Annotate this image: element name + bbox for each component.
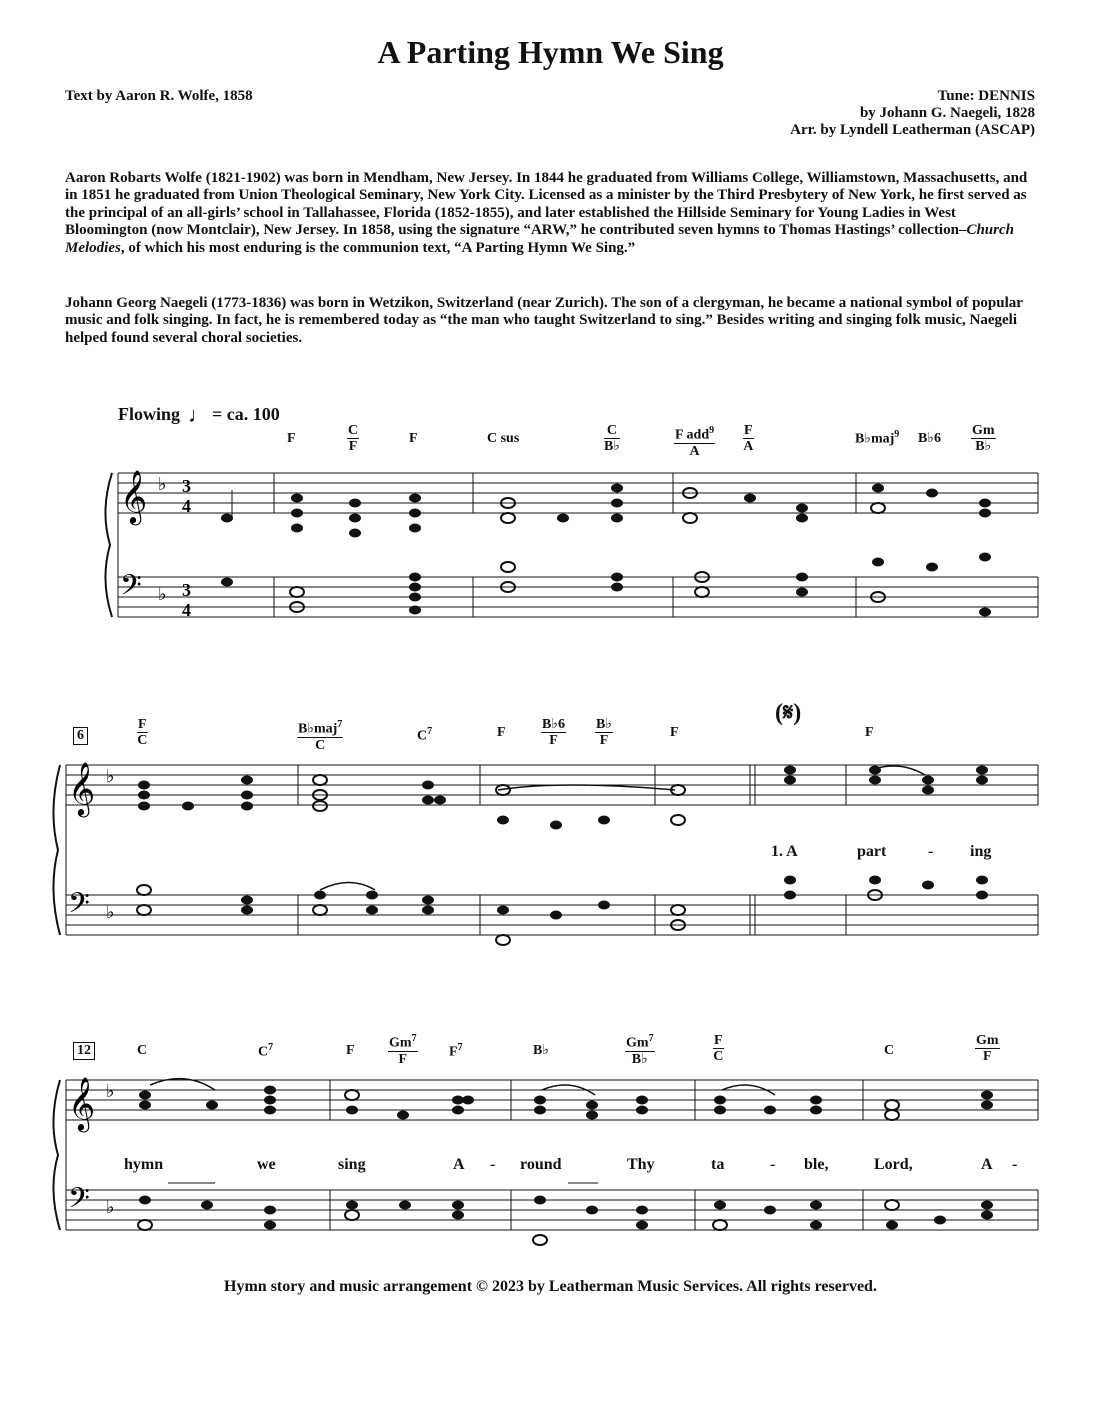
chord-symbol: $\frac{F}{C}$ [713, 1033, 724, 1064]
lyric-syllable: sing [338, 1156, 366, 1173]
chord-symbol: F [865, 725, 874, 740]
svg-text:𝄢: 𝄢 [120, 569, 142, 609]
lyric-syllable: ble, [804, 1156, 829, 1173]
copyright-footer: Hymn story and music arrangement © 2023 by Leatherman Music Services. All rights reserved. [224, 1278, 877, 1295]
story-text: , of which his most enduring is the communion text, “A Parting Hymn We Sing.” [120, 239, 636, 256]
chord-symbol: $\frac{F add^9}{A}$ [675, 425, 715, 459]
chord-symbol: $C^7$ [417, 726, 433, 744]
composer-credit: by Johann G. Naegeli, 1828 [859, 105, 1035, 121]
svg-text:𝄞: 𝄞 [68, 1076, 96, 1130]
hymn-story-author [65, 170, 1040, 257]
svg-text:♭: ♭ [158, 584, 167, 604]
chord-symbol: B♭6 [918, 431, 941, 446]
chord-symbol: C [137, 1043, 148, 1058]
story-italic-title: Church Melodies [65, 222, 1014, 256]
lyric-syllable: round [520, 1156, 562, 1173]
svg-text:♭: ♭ [106, 902, 115, 922]
svg-text:♭: ♭ [106, 766, 115, 786]
svg-text:𝄢: 𝄢 [68, 1182, 90, 1222]
chord-symbol: $\frac{Gm}{B♭}$ [972, 423, 995, 454]
tune-name: Tune: DENNIS [937, 88, 1035, 104]
measure-number: 6 [73, 727, 88, 745]
svg-text:𝄞: 𝄞 [120, 469, 148, 523]
lyric-hyphen: - [1012, 1156, 1018, 1173]
lyric-syllable: ing [970, 843, 992, 860]
lyric-syllable: A [453, 1156, 465, 1173]
score-system-1 [0, 450, 1101, 640]
chord-symbol: $\frac{F}{A}$ [743, 423, 754, 454]
lyric-syllable: Lord, [874, 1156, 913, 1173]
arranger-credit: Arr. by Lyndell Leatherman (ASCAP) [790, 122, 1035, 138]
chord-symbol: B♭maj$^9$ [855, 429, 900, 447]
lyric-syllable: hymn [124, 1156, 164, 1173]
chord-symbol: F [287, 431, 296, 446]
lyric-syllable: A [981, 1156, 993, 1173]
chord-symbol: $\frac{B♭}{F}$ [596, 717, 612, 748]
score-system-2 [0, 740, 1101, 980]
chord-symbol: $\frac{B♭maj^7}{C}$ [298, 719, 343, 753]
tempo-marking [118, 400, 280, 426]
chord-symbol: $\frac{C}{F}$ [348, 423, 359, 454]
story-text: Aaron Robarts Wolfe (1821-1902) was born in Mendham, New Jersey. In 1844 he graduated from Williams College, Williamstown, Massachusetts, and in 1851 he graduated from Union Theological Seminary, New York City. Licensed as a minister by the Third Presbytery of New York, he first served as the principal of an all-girls’ school in Tallahassee, Florida (1852-1855), and later established the Hillside Seminary for Young Ladies in West Bloomington (now Montclair), New Jersey. In 1858, using the signature “ARW,” he contributed seven hymns to Thomas Hastings’ collection– [65, 170, 1028, 239]
time-sig-top: 3 [182, 476, 191, 496]
lyric-syllable: Thy [627, 1156, 655, 1173]
lyric-syllable: ta [711, 1156, 725, 1173]
chord-symbol: $F^7$ [449, 1042, 463, 1060]
chord-symbol: $\frac{C}{B♭}$ [604, 423, 620, 454]
time-sig-top: 3 [182, 580, 191, 600]
chord-symbol: F [670, 725, 679, 740]
chord-symbol: $C^7$ [258, 1042, 274, 1060]
lyric-syllable: part [857, 843, 887, 860]
svg-text:♭: ♭ [158, 474, 167, 494]
chord-symbol: F [409, 431, 418, 446]
chord-symbol: C [884, 1043, 895, 1058]
lyric-hyphen: - [490, 1156, 496, 1173]
time-sig-bottom: 4 [182, 600, 191, 620]
chord-symbol: C sus [487, 431, 520, 446]
text-credit: Text by Aaron R. Wolfe, 1858 [65, 88, 253, 104]
time-sig-bottom: 4 [182, 496, 191, 516]
lyric-syllable: we [257, 1156, 276, 1173]
measure-number: 12 [73, 1042, 95, 1060]
segno-icon: (𝄋) [775, 700, 802, 726]
chord-symbol: $\frac{Gm^7}{B♭}$ [626, 1033, 654, 1067]
hymn-story-composer: Johann Georg Naegeli (1773-1836) was born in Wetzikon, Switzerland (near Zurich). The son of a clergyman, he became a national symbol of popular music and folk singing. In fact, he is remembered today as “the man who taught Switzerland to sing.” Besides writing and singing folk music, Naegeli helped found several choral societies. [65, 295, 1023, 346]
chord-symbol: $\frac{F}{C}$ [137, 717, 148, 748]
lyric-hyphen: - [770, 1156, 776, 1173]
page-title: A Parting Hymn We Sing [377, 34, 724, 70]
svg-text:♭: ♭ [106, 1197, 115, 1217]
chord-symbol: B♭ [533, 1043, 549, 1058]
lyric-syllable: 1. A [771, 843, 798, 860]
chord-symbol: F [497, 725, 506, 740]
lyric-hyphen: - [928, 843, 934, 860]
quarter-note-icon: ♩ [188, 402, 211, 427]
chord-symbol: $\frac{Gm}{F}$ [976, 1033, 999, 1064]
chord-symbol: $\frac{Gm^7}{F}$ [389, 1033, 417, 1067]
svg-text:𝄢: 𝄢 [68, 887, 90, 927]
tempo-value: = ca. 100 [212, 404, 280, 424]
svg-text:♭: ♭ [106, 1081, 115, 1101]
chord-symbol: $\frac{B♭6}{F}$ [542, 717, 565, 748]
chord-symbol: F [346, 1043, 355, 1058]
tempo-word: Flowing [118, 404, 181, 424]
tune-credit [790, 88, 1035, 139]
svg-text:𝄞: 𝄞 [68, 761, 96, 815]
